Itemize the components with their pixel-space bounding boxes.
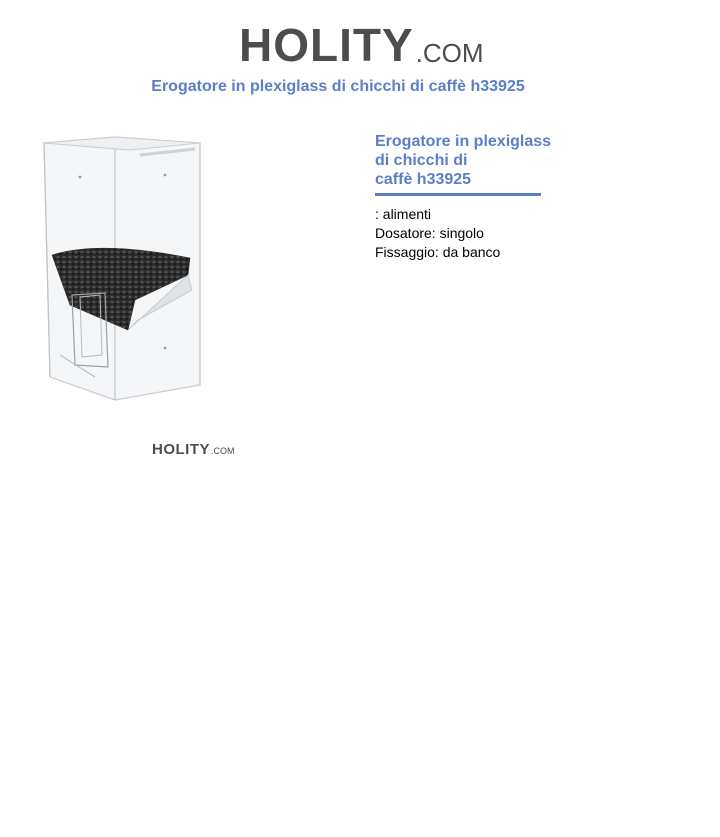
page-title: Erogatore in plexiglass di chicchi di caffè h33925 xyxy=(151,78,525,95)
logo-brand: HOLITY xyxy=(239,19,414,71)
spec-line: : alimenti xyxy=(375,206,432,222)
spec-line: Dosatore: singolo xyxy=(375,225,484,241)
spec-line: Fissaggio: da banco xyxy=(375,244,501,260)
heading-underline xyxy=(375,193,541,196)
logo-domain: .COM xyxy=(415,38,484,68)
product-heading-line: caffè h33925 xyxy=(375,171,472,188)
product-heading xyxy=(375,132,565,189)
holity-logo[interactable] xyxy=(239,12,484,71)
product-image xyxy=(20,115,240,415)
small-logo-brand: HOLITY xyxy=(152,441,210,458)
product-specs xyxy=(375,205,500,262)
small-logo-domain: .COM xyxy=(211,446,235,456)
product-heading-line: di chicchi di xyxy=(375,152,468,169)
small-holity-logo xyxy=(152,442,235,457)
product-heading-line: Erogatore in plexiglass xyxy=(375,133,552,150)
